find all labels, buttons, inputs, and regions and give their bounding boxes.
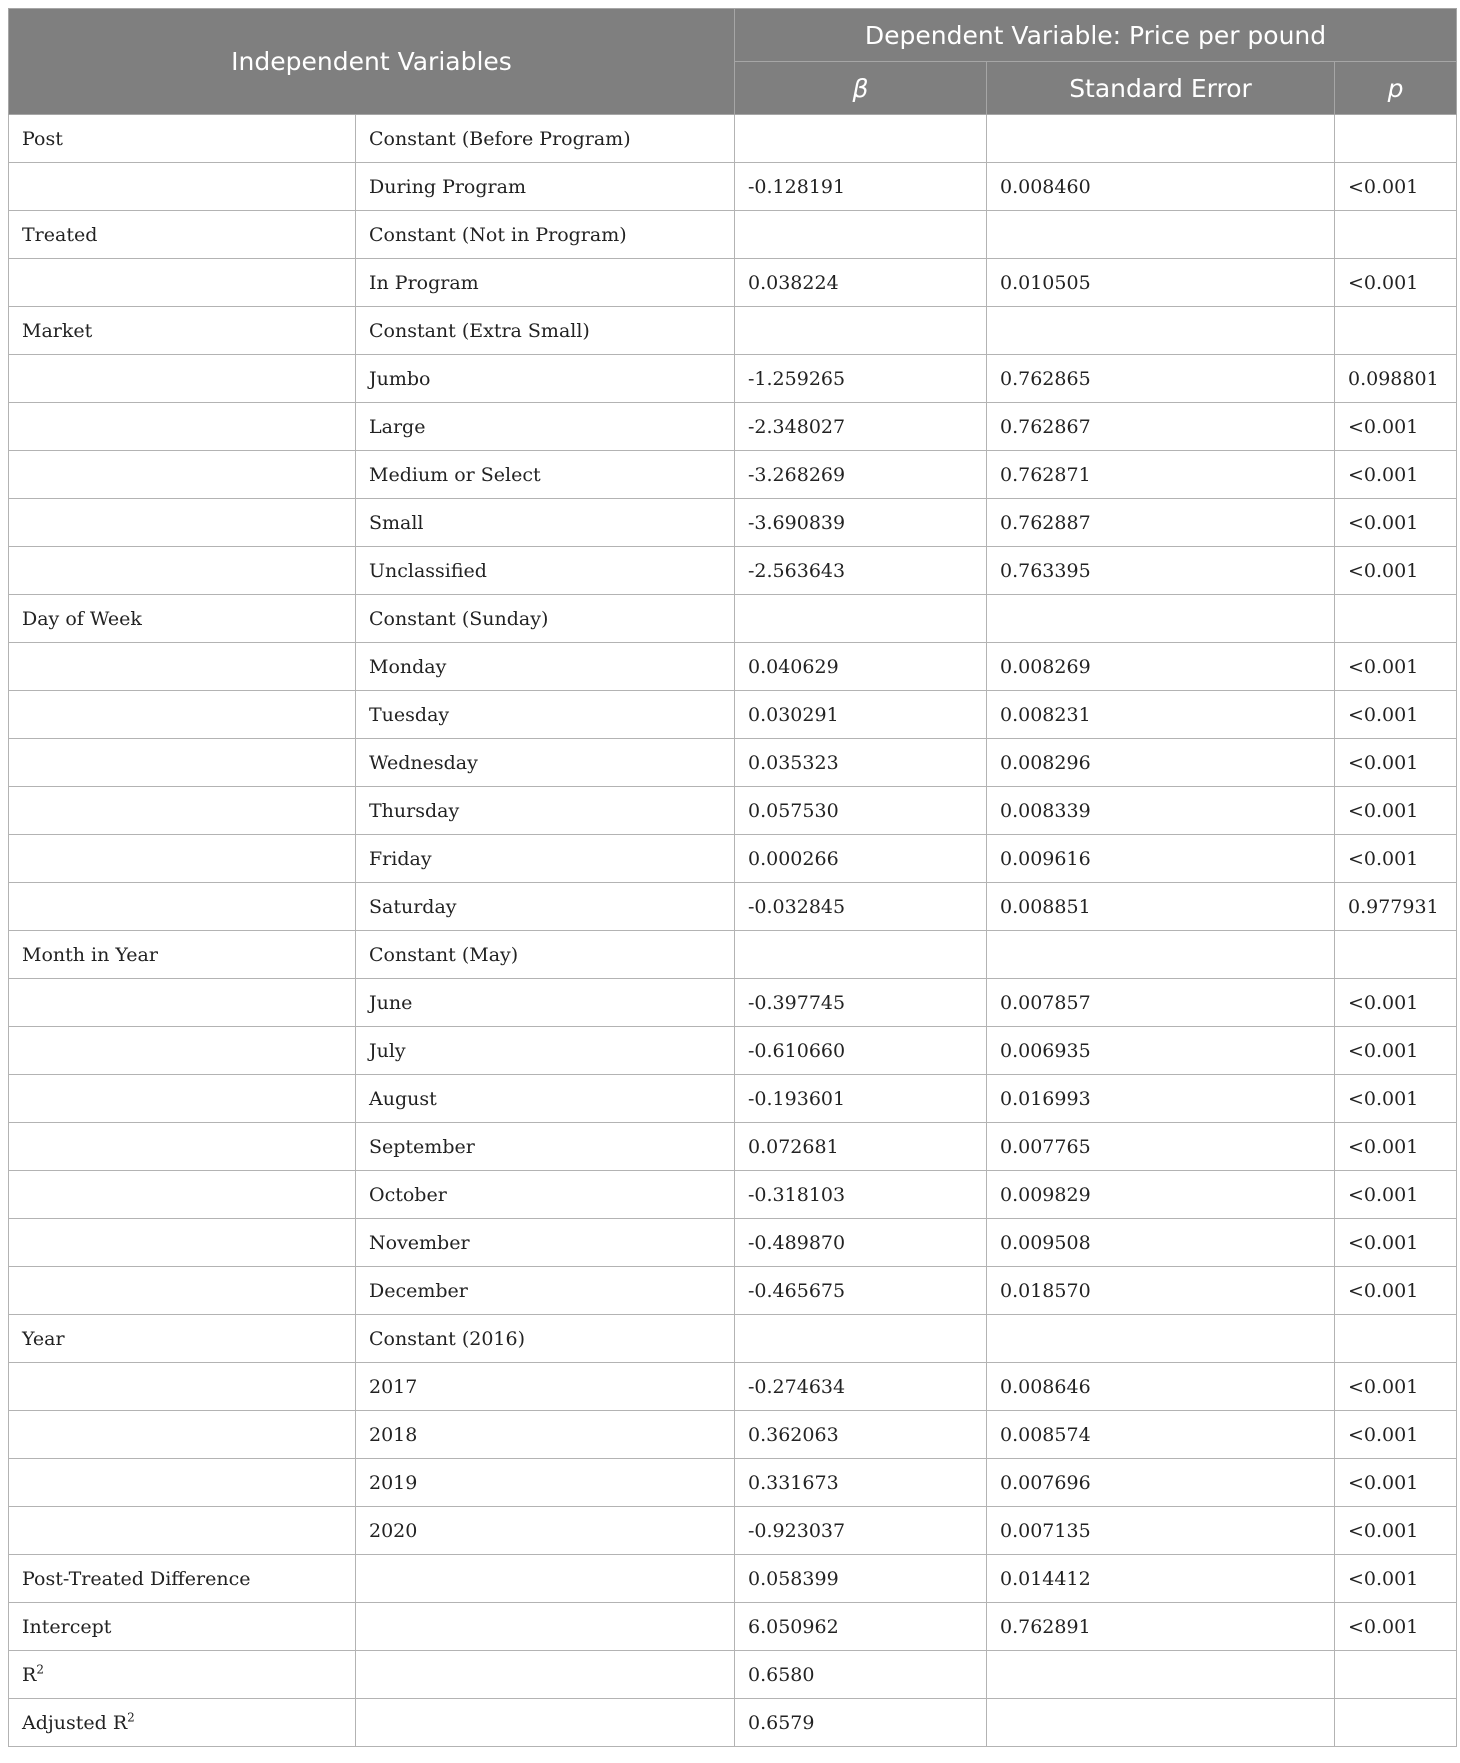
table-row xyxy=(9,499,1457,547)
cell-se: 0.762887 xyxy=(987,499,1335,547)
cell-beta: -0.397745 xyxy=(735,979,987,1027)
cell-beta: -3.690839 xyxy=(735,499,987,547)
table-row xyxy=(9,883,1457,931)
cell-se: 0.762867 xyxy=(987,403,1335,451)
table-row xyxy=(9,211,1457,259)
table-row xyxy=(9,739,1457,787)
cell-level: During Program xyxy=(356,163,735,211)
cell-beta: -1.259265 xyxy=(735,355,987,403)
cell-p: <0.001 xyxy=(1335,1027,1457,1075)
table-row xyxy=(9,115,1457,163)
cell-p: <0.001 xyxy=(1335,1603,1457,1651)
cell-p: <0.001 xyxy=(1335,1219,1457,1267)
cell-group: Day of Week xyxy=(9,595,356,643)
table-row xyxy=(9,643,1457,691)
cell-group: Treated xyxy=(9,211,356,259)
cell-group xyxy=(9,739,356,787)
cell-beta: 0.058399 xyxy=(735,1555,987,1603)
cell-level xyxy=(356,1651,735,1699)
cell-se xyxy=(987,211,1335,259)
cell-beta xyxy=(735,1315,987,1363)
cell-beta xyxy=(735,211,987,259)
cell-beta: 0.038224 xyxy=(735,259,987,307)
cell-group xyxy=(9,1267,356,1315)
cell-p: <0.001 xyxy=(1335,691,1457,739)
cell-se: 0.018570 xyxy=(987,1267,1335,1315)
cell-p: <0.001 xyxy=(1335,739,1457,787)
cell-level: Medium or Select xyxy=(356,451,735,499)
cell-beta: 0.331673 xyxy=(735,1459,987,1507)
cell-p: <0.001 xyxy=(1335,451,1457,499)
cell-level: Monday xyxy=(356,643,735,691)
cell-group xyxy=(9,163,356,211)
cell-p: <0.001 xyxy=(1335,1123,1457,1171)
cell-group xyxy=(9,1219,356,1267)
cell-beta xyxy=(735,931,987,979)
table-row xyxy=(9,787,1457,835)
cell-p: <0.001 xyxy=(1335,163,1457,211)
table-row xyxy=(9,1315,1457,1363)
cell-se: 0.010505 xyxy=(987,259,1335,307)
cell-beta: 0.072681 xyxy=(735,1123,987,1171)
cell-se xyxy=(987,1651,1335,1699)
cell-se xyxy=(987,1315,1335,1363)
cell-group xyxy=(9,451,356,499)
cell-beta: 0.362063 xyxy=(735,1411,987,1459)
cell-beta: -0.032845 xyxy=(735,883,987,931)
header-standard-error: Standard Error xyxy=(987,62,1335,115)
cell-group xyxy=(9,691,356,739)
cell-p xyxy=(1335,1699,1457,1747)
cell-p: <0.001 xyxy=(1335,499,1457,547)
cell-se xyxy=(987,115,1335,163)
cell-p xyxy=(1335,115,1457,163)
cell-p xyxy=(1335,1315,1457,1363)
cell-se: 0.009508 xyxy=(987,1219,1335,1267)
cell-group xyxy=(9,1027,356,1075)
cell-group xyxy=(9,1363,356,1411)
cell-group xyxy=(9,643,356,691)
adjusted-r-squared-row xyxy=(9,1699,1457,1747)
cell-level: September xyxy=(356,1123,735,1171)
cell-beta: -0.193601 xyxy=(735,1075,987,1123)
r-squared-label: $R^2$ xyxy=(9,1651,356,1699)
cell-se: 0.009829 xyxy=(987,1171,1335,1219)
cell-group xyxy=(9,1459,356,1507)
table-row xyxy=(9,355,1457,403)
cell-p: <0.001 xyxy=(1335,1267,1457,1315)
cell-group xyxy=(9,787,356,835)
cell-level: June xyxy=(356,979,735,1027)
cell-se: 0.762871 xyxy=(987,451,1335,499)
cell-beta: -0.465675 xyxy=(735,1267,987,1315)
cell-level: July xyxy=(356,1027,735,1075)
table-row xyxy=(9,835,1457,883)
table-row xyxy=(9,595,1457,643)
cell-se xyxy=(987,595,1335,643)
table-row xyxy=(9,1555,1457,1603)
header-dependent-variable: Dependent Variable: Price per pound xyxy=(735,9,1457,62)
regression-table xyxy=(8,8,1457,1747)
cell-level: Thursday xyxy=(356,787,735,835)
cell-beta: 0.040629 xyxy=(735,643,987,691)
table-row xyxy=(9,259,1457,307)
cell-group xyxy=(9,979,356,1027)
cell-level: 2020 xyxy=(356,1507,735,1555)
table-row xyxy=(9,979,1457,1027)
table-row xyxy=(9,1123,1457,1171)
cell-level: Constant (Not in Program) xyxy=(356,211,735,259)
cell-level: Constant (2016) xyxy=(356,1315,735,1363)
cell-group xyxy=(9,355,356,403)
cell-se: 0.006935 xyxy=(987,1027,1335,1075)
cell-level: Unclassified xyxy=(356,547,735,595)
cell-group: Year xyxy=(9,1315,356,1363)
cell-level: 2019 xyxy=(356,1459,735,1507)
cell-level: November xyxy=(356,1219,735,1267)
r-squared-row xyxy=(9,1651,1457,1699)
cell-group xyxy=(9,1507,356,1555)
cell-se: 0.007135 xyxy=(987,1507,1335,1555)
table-row xyxy=(9,1411,1457,1459)
table-body xyxy=(9,115,1457,1747)
cell-group: Post xyxy=(9,115,356,163)
cell-level: Large xyxy=(356,403,735,451)
cell-beta: 6.050962 xyxy=(735,1603,987,1651)
cell-se: 0.008574 xyxy=(987,1411,1335,1459)
cell-level: In Program xyxy=(356,259,735,307)
cell-beta: -0.274634 xyxy=(735,1363,987,1411)
cell-level: October xyxy=(356,1171,735,1219)
cell-beta: -0.128191 xyxy=(735,163,987,211)
cell-level: Wednesday xyxy=(356,739,735,787)
cell-se: 0.008339 xyxy=(987,787,1335,835)
cell-level: August xyxy=(356,1075,735,1123)
cell-beta xyxy=(735,595,987,643)
cell-p: <0.001 xyxy=(1335,403,1457,451)
cell-level: Constant (Sunday) xyxy=(356,595,735,643)
cell-se: 0.763395 xyxy=(987,547,1335,595)
cell-group xyxy=(9,259,356,307)
cell-p: <0.001 xyxy=(1335,1171,1457,1219)
cell-p: 0.098801 xyxy=(1335,355,1457,403)
cell-group xyxy=(9,403,356,451)
cell-se: 0.016993 xyxy=(987,1075,1335,1123)
cell-se: 0.008851 xyxy=(987,883,1335,931)
header-beta: β xyxy=(735,62,987,115)
cell-beta xyxy=(735,307,987,355)
cell-se: 0.008296 xyxy=(987,739,1335,787)
regression-table-container xyxy=(8,8,1457,1747)
cell-p: <0.001 xyxy=(1335,1411,1457,1459)
cell-se: 0.007696 xyxy=(987,1459,1335,1507)
adjusted-r-squared-label: Adjusted $R^2$ xyxy=(9,1699,356,1747)
cell-se: 0.762891 xyxy=(987,1603,1335,1651)
table-row xyxy=(9,691,1457,739)
cell-level: December xyxy=(356,1267,735,1315)
cell-level xyxy=(356,1699,735,1747)
cell-beta: -0.318103 xyxy=(735,1171,987,1219)
table-row xyxy=(9,163,1457,211)
table-row xyxy=(9,307,1457,355)
cell-group: Intercept xyxy=(9,1603,356,1651)
cell-beta: -2.348027 xyxy=(735,403,987,451)
cell-group: Post-Treated Difference xyxy=(9,1555,356,1603)
cell-beta: 0.057530 xyxy=(735,787,987,835)
cell-p: <0.001 xyxy=(1335,1507,1457,1555)
cell-group xyxy=(9,547,356,595)
header-independent-variables: Independent Variables xyxy=(9,9,735,115)
cell-p: <0.001 xyxy=(1335,1363,1457,1411)
cell-beta: 0.030291 xyxy=(735,691,987,739)
cell-beta: 0.000266 xyxy=(735,835,987,883)
cell-group xyxy=(9,883,356,931)
cell-level: Jumbo xyxy=(356,355,735,403)
cell-beta: -0.923037 xyxy=(735,1507,987,1555)
cell-level xyxy=(356,1603,735,1651)
cell-beta xyxy=(735,115,987,163)
cell-beta: -2.563643 xyxy=(735,547,987,595)
cell-se xyxy=(987,1699,1335,1747)
table-header xyxy=(9,9,1457,115)
cell-se xyxy=(987,307,1335,355)
cell-p: <0.001 xyxy=(1335,979,1457,1027)
table-row xyxy=(9,1267,1457,1315)
cell-level: 2018 xyxy=(356,1411,735,1459)
table-row xyxy=(9,403,1457,451)
cell-p: <0.001 xyxy=(1335,1555,1457,1603)
cell-se: 0.008269 xyxy=(987,643,1335,691)
cell-group xyxy=(9,1123,356,1171)
r-squared-value: 0.6580 xyxy=(735,1651,987,1699)
table-row xyxy=(9,547,1457,595)
cell-level: Constant (Before Program) xyxy=(356,115,735,163)
cell-p: <0.001 xyxy=(1335,259,1457,307)
cell-p: 0.977931 xyxy=(1335,883,1457,931)
cell-level: Tuesday xyxy=(356,691,735,739)
cell-group: Month in Year xyxy=(9,931,356,979)
cell-p xyxy=(1335,931,1457,979)
cell-se: 0.762865 xyxy=(987,355,1335,403)
cell-group xyxy=(9,1411,356,1459)
cell-se: 0.007857 xyxy=(987,979,1335,1027)
cell-p: <0.001 xyxy=(1335,643,1457,691)
cell-p xyxy=(1335,595,1457,643)
table-row xyxy=(9,1171,1457,1219)
cell-level: 2017 xyxy=(356,1363,735,1411)
cell-group xyxy=(9,499,356,547)
cell-se: 0.008646 xyxy=(987,1363,1335,1411)
cell-level: Friday xyxy=(356,835,735,883)
cell-beta: -3.268269 xyxy=(735,451,987,499)
cell-p: <0.001 xyxy=(1335,787,1457,835)
table-row xyxy=(9,1075,1457,1123)
cell-group xyxy=(9,1075,356,1123)
cell-p xyxy=(1335,307,1457,355)
cell-p xyxy=(1335,211,1457,259)
cell-p xyxy=(1335,1651,1457,1699)
cell-se: 0.014412 xyxy=(987,1555,1335,1603)
table-row xyxy=(9,1219,1457,1267)
table-row xyxy=(9,931,1457,979)
header-p: p xyxy=(1335,62,1457,115)
cell-p: <0.001 xyxy=(1335,547,1457,595)
table-row xyxy=(9,1603,1457,1651)
table-row xyxy=(9,1363,1457,1411)
cell-beta: -0.489870 xyxy=(735,1219,987,1267)
table-row xyxy=(9,451,1457,499)
cell-group xyxy=(9,1171,356,1219)
cell-se: 0.008460 xyxy=(987,163,1335,211)
cell-level xyxy=(356,1555,735,1603)
cell-level: Small xyxy=(356,499,735,547)
cell-p: <0.001 xyxy=(1335,1075,1457,1123)
cell-group: Market xyxy=(9,307,356,355)
table-row xyxy=(9,1459,1457,1507)
cell-level: Saturday xyxy=(356,883,735,931)
cell-beta: 0.035323 xyxy=(735,739,987,787)
cell-beta: -0.610660 xyxy=(735,1027,987,1075)
cell-se: 0.007765 xyxy=(987,1123,1335,1171)
cell-p: <0.001 xyxy=(1335,1459,1457,1507)
cell-se: 0.009616 xyxy=(987,835,1335,883)
cell-group xyxy=(9,835,356,883)
table-row xyxy=(9,1027,1457,1075)
cell-se xyxy=(987,931,1335,979)
cell-level: Constant (Extra Small) xyxy=(356,307,735,355)
adjusted-r-squared-value: 0.6579 xyxy=(735,1699,987,1747)
cell-level: Constant (May) xyxy=(356,931,735,979)
table-row xyxy=(9,1507,1457,1555)
cell-p: <0.001 xyxy=(1335,835,1457,883)
cell-se: 0.008231 xyxy=(987,691,1335,739)
